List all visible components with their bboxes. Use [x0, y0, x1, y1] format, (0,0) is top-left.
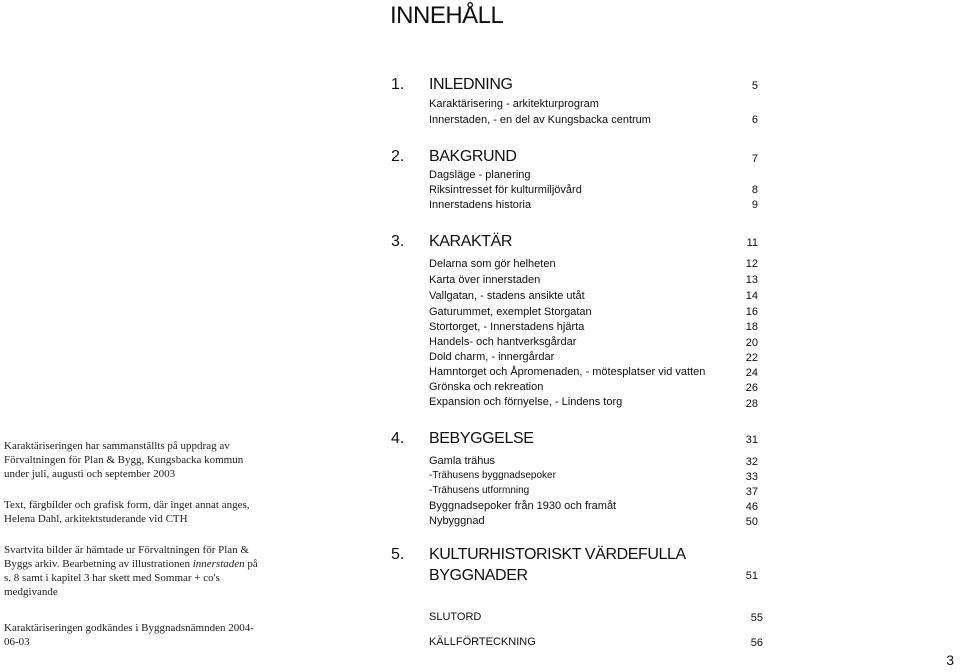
toc-item-page: 8	[751, 184, 758, 196]
toc-item[interactable]: Vallgatan, - stadens ansikte utåt	[429, 290, 585, 302]
credits-text-2: Text, färgbilder och grafisk form, där inget annat anges, Helena Dahl, arkitektstuderande vid CTH	[4, 499, 250, 525]
section-number: 2.	[391, 148, 405, 165]
toc-item[interactable]: -Trähusens utformning	[429, 485, 530, 496]
section-page: 31	[745, 434, 758, 446]
toc-item[interactable]: Byggnadsepoker från 1930 och framåt	[429, 500, 617, 512]
toc-item-page: 37	[745, 486, 758, 498]
toc-item-page: 12	[745, 258, 758, 270]
toc-item[interactable]: Handels- och hantverksgårdar	[429, 336, 577, 348]
section-number: 1.	[391, 76, 405, 93]
toc-item[interactable]: Riksintresset för kulturmiljövård	[429, 184, 582, 196]
section-heading[interactable]: INLEDNING	[429, 76, 513, 93]
toc-item-page: 18	[745, 321, 758, 333]
credits-paragraph	[4, 439, 259, 481]
section-number: 3.	[391, 233, 405, 250]
section-number: 4.	[391, 430, 405, 447]
toc-item-page: 14	[745, 290, 758, 302]
credits-text-4: Karaktäriseringen godkändes i Byggnadsnämnden 2004-06-03	[4, 622, 254, 648]
credits-text-3-italic: innerstaden	[192, 558, 245, 570]
toc-item[interactable]: Delarna som gör helheten	[429, 258, 556, 270]
toc-item[interactable]: Stortorget, - Innerstadens hjärta	[429, 321, 585, 333]
toc-item-page: 6	[751, 114, 758, 126]
toc-item-page: 20	[745, 337, 758, 349]
toc-item[interactable]: Karaktärisering - arkitekturprogram	[429, 98, 599, 110]
credits-text-1: Karaktäriseringen har sammanställts på uppdrag av Förvaltningen för Plan & Bygg, Kungsbacka kommun under juli, augusti och september 2003	[4, 440, 244, 480]
toc-item[interactable]: Grönska och rekreation	[429, 381, 544, 393]
credits-paragraph	[4, 543, 259, 599]
toc-item[interactable]: Dold charm, - innergårdar	[429, 351, 555, 363]
toc-item-page: 46	[745, 501, 758, 513]
section-heading[interactable]: BAKGRUND	[429, 148, 517, 165]
toc-item-kallforteckning[interactable]: KÄLLFÖRTECKNING	[429, 636, 536, 648]
toc-item[interactable]: Expansion och förnyelse, - Lindens torg	[429, 396, 623, 408]
toc-item-page: 32	[745, 456, 758, 468]
toc-item[interactable]: Gamla trähus	[429, 455, 496, 467]
toc-item-page: 13	[745, 274, 758, 286]
credits-text-3a: Svartvita bilder är hämtade ur Förvaltningen för Plan & Byggs arkiv. Bearbetning av illustrationen	[4, 544, 249, 570]
toc-item[interactable]: Innerstadens historia	[429, 199, 532, 211]
page-number: 3	[946, 652, 954, 668]
toc-item-page: 16	[745, 306, 758, 318]
section-page: 5	[751, 80, 758, 92]
page-title: INNEHÅLL	[390, 2, 504, 29]
toc-item-page: 28	[745, 398, 758, 410]
section-page: 51	[745, 570, 758, 582]
credits-paragraph	[4, 498, 259, 526]
toc-item-page: 24	[745, 367, 758, 379]
toc-item[interactable]: Nybyggnad	[429, 515, 485, 527]
toc-item[interactable]: Dagsläge - planering	[429, 169, 531, 181]
toc-item-slutord[interactable]: SLUTORD	[429, 611, 482, 623]
section-heading-continued[interactable]: BYGGNADER	[429, 567, 528, 584]
section-page: 7	[751, 153, 758, 165]
toc-item[interactable]: Hamntorget och Åpromenaden, - mötesplatser vid vatten	[429, 366, 706, 378]
toc-item[interactable]: Gaturummet, exemplet Storgatan	[429, 306, 592, 318]
toc-item-page: 22	[745, 352, 758, 364]
section-heading[interactable]: KULTURHISTORISKT VÄRDEFULLA	[429, 546, 686, 563]
toc-item-page: 9	[751, 199, 758, 211]
toc-item[interactable]: Karta över innerstaden	[429, 274, 541, 286]
credits-paragraph	[4, 621, 259, 649]
section-page: 11	[746, 237, 758, 249]
section-heading[interactable]: BEBYGGELSE	[429, 430, 534, 447]
credits-text-3	[4, 543, 259, 599]
toc-item-page: 26	[745, 382, 758, 394]
credits-text-3b: på s. 8 samt i kapitel 3 har skett med Sommar + co's medgivande	[4, 558, 258, 598]
section-number: 5.	[391, 546, 405, 563]
toc-item-page: 56	[750, 637, 763, 649]
toc-item-page: 33	[745, 471, 758, 483]
toc-item-page: 55	[750, 612, 763, 624]
toc-item-page: 50	[745, 516, 758, 528]
section-heading[interactable]: KARAKTÄR	[429, 233, 513, 250]
toc-item[interactable]: -Trähusens byggnadsepoker	[429, 470, 556, 481]
toc-item[interactable]: Innerstaden, - en del av Kungsbacka centrum	[429, 114, 651, 126]
